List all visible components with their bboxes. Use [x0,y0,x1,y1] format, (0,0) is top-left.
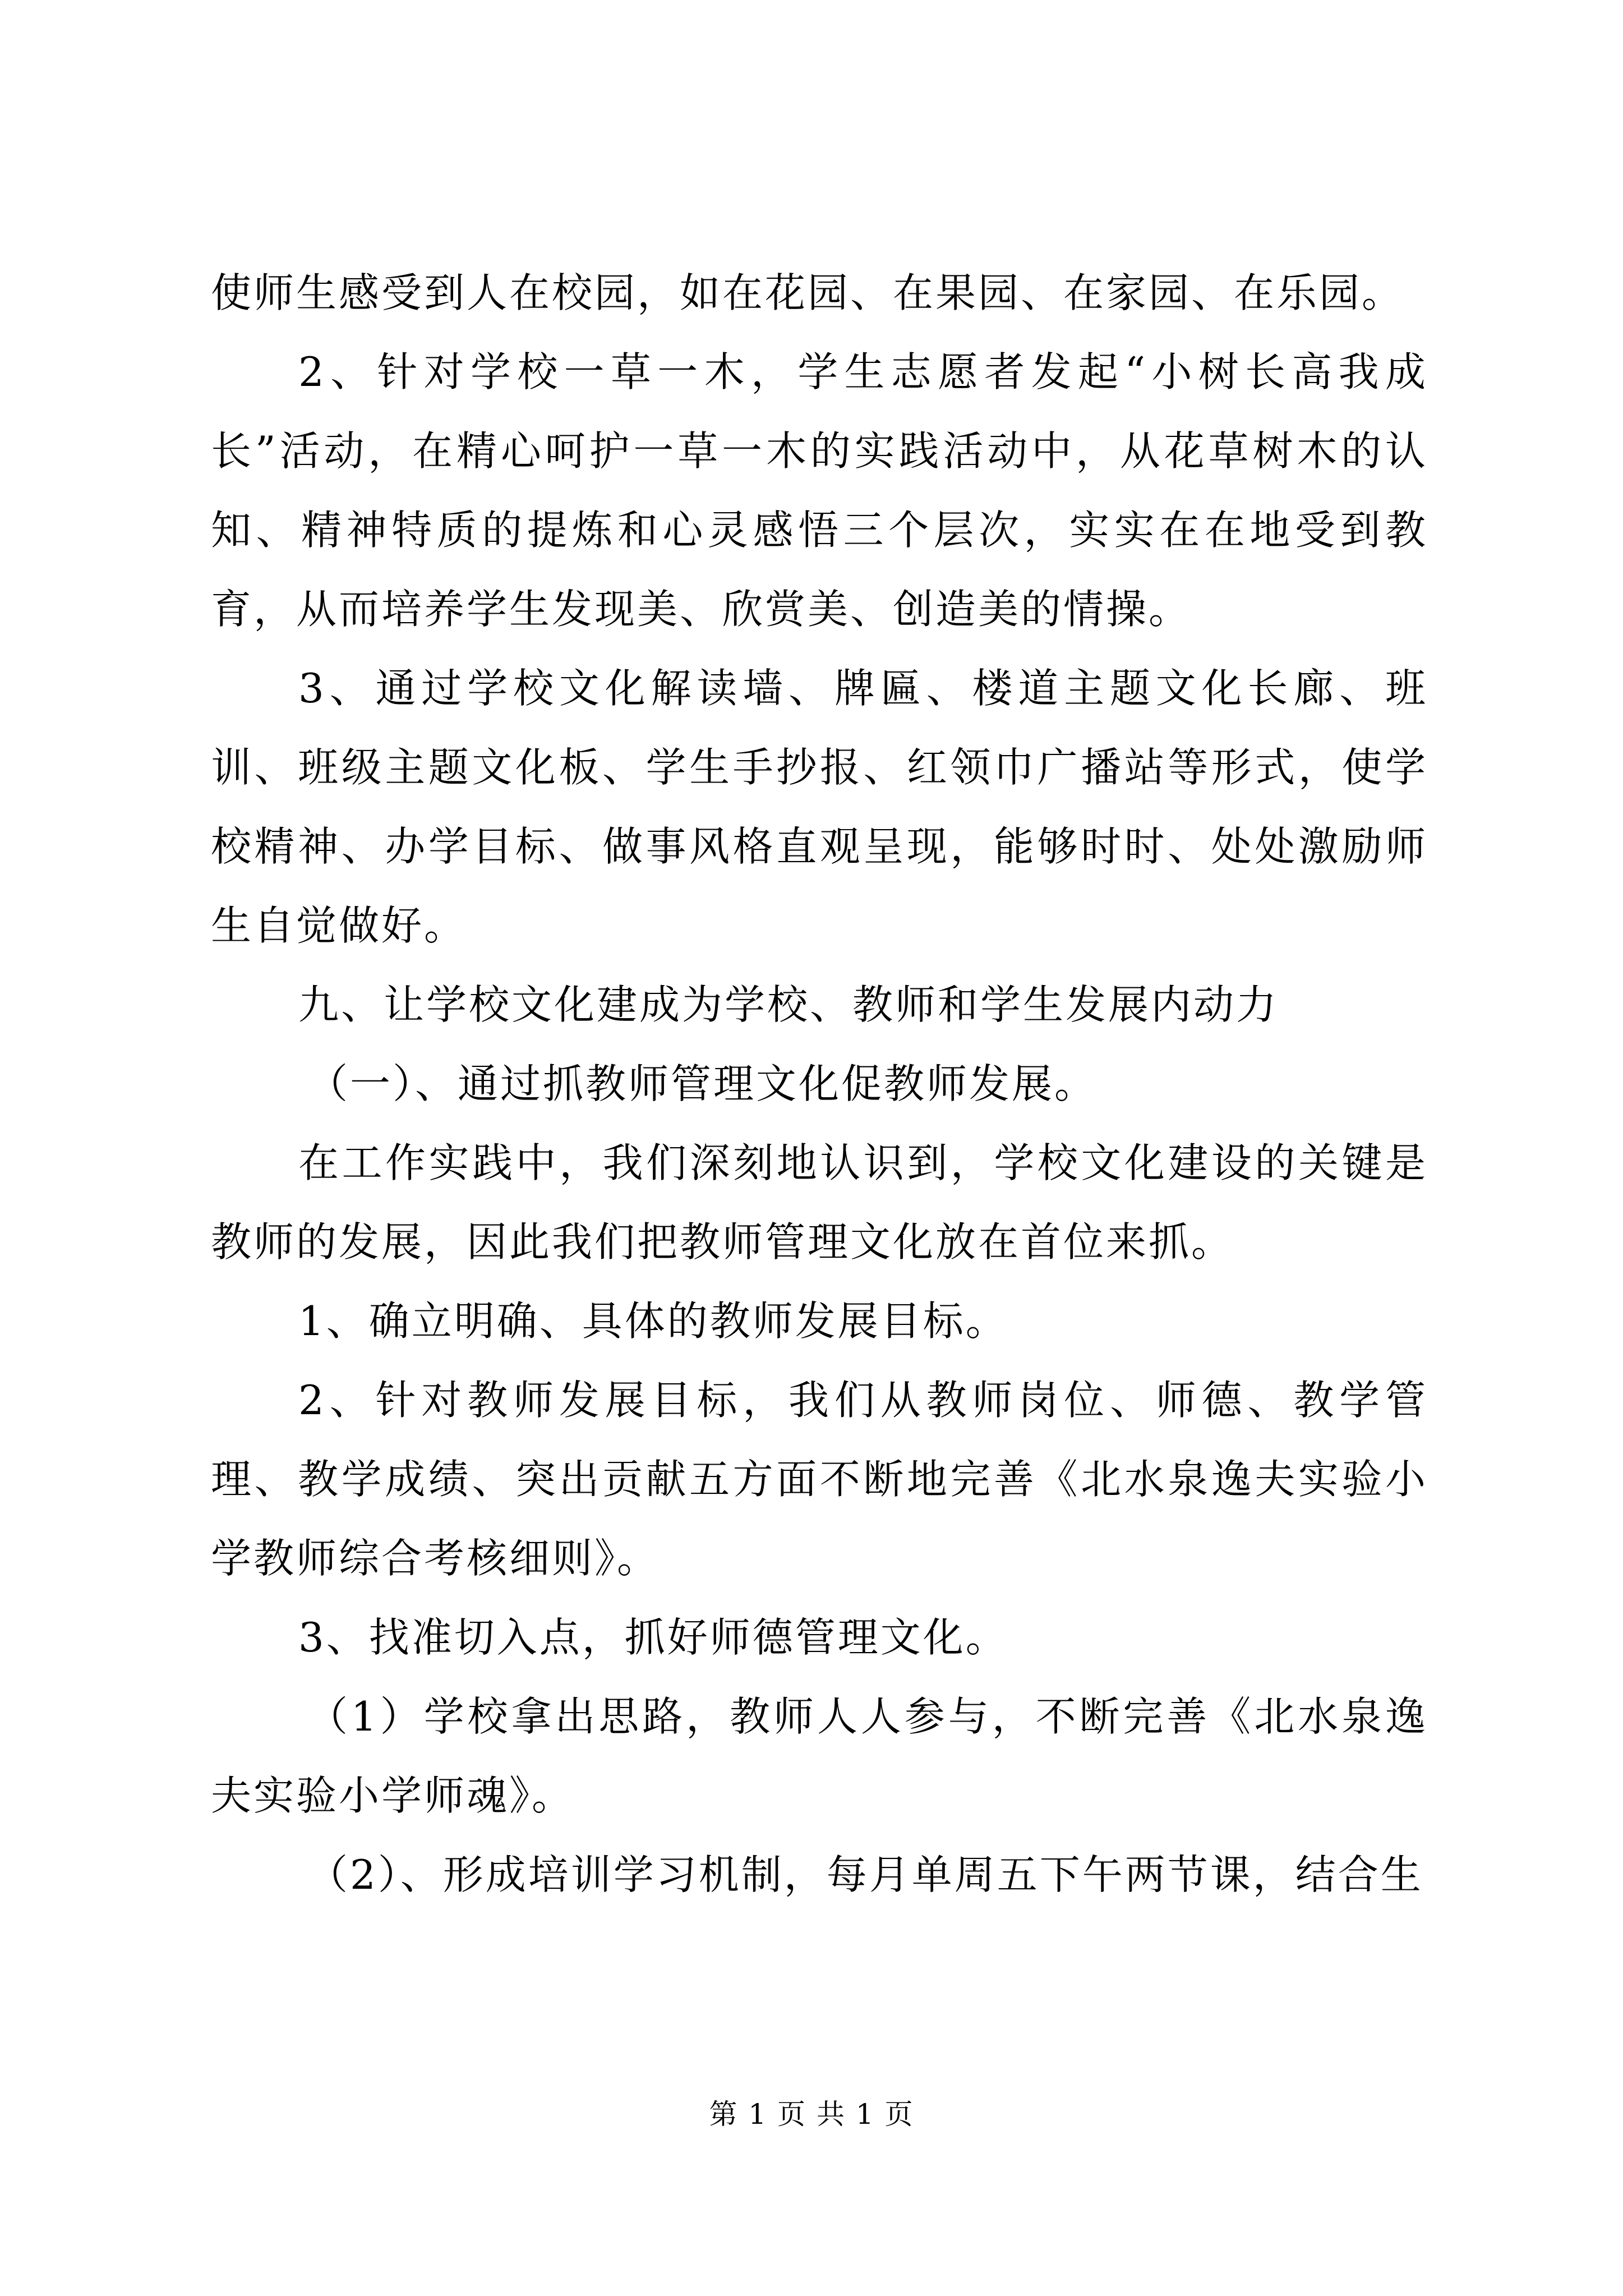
paragraph-sub-1-soul: （1）学校拿出思路，教师人人参与，不断完善《北水泉逸夫实验小学师魂》。 [211,1693,1428,1819]
paragraph-item-3-ethics: 3、找准切入点，抓好师德管理文化。 [298,1614,1008,1661]
paragraph-sub-2-training: （2）、形成培训学习机制，每月单周五下午两节课，结合生 [307,1851,1423,1898]
paragraph-item-2-plants: 2、针对学校一草一木，学生志愿者发起“小树长高我成长”活动，在精心呵护一草一木的实践活动中，从花草树木的认知、精神特质的提炼和心灵感悟三个层次，实实在在地受到教育，从而培养学生发现美、欣赏美、创造美的情操。 [211,348,1428,633]
paragraph-work-practice: 在工作实践中，我们深刻地认识到，学校文化建设的关键是教师的发展，因此我们把教师管理文化放在首位来抓。 [211,1139,1428,1266]
paragraph-continuation: 使师生感受到人在校园，如在花园、在果园、在家园、在乐园。 [211,269,1405,316]
subsection-heading-one: （一）、通过抓教师管理文化促教师发展。 [307,1060,1098,1107]
document-body [211,254,1428,1915]
paragraph-item-1-goals: 1、确立明确、具体的教师发展目标。 [298,1297,1008,1345]
paragraph-item-2-assessment: 2、针对教师发展目标，我们从教师岗位、师德、教学管理、教学成绩、突出贡献五方面不断地完善《北水泉逸夫实验小学教师综合考核细则》。 [211,1377,1428,1582]
section-heading-nine: 九、让学校文化建成为学校、教师和学生发展内动力 [298,981,1279,1028]
paragraph-item-3-culture-walls: 3、通过学校文化解读墙、牌匾、楼道主题文化长廊、班训、班级主题文化板、学生手抄报、红领巾广播站等形式，使学校精神、办学目标、做事风格直观呈现，能够时时、处处激励师生自觉做好。 [211,665,1428,949]
page-footer: 第 1 页 共 1 页 [709,2098,914,2131]
